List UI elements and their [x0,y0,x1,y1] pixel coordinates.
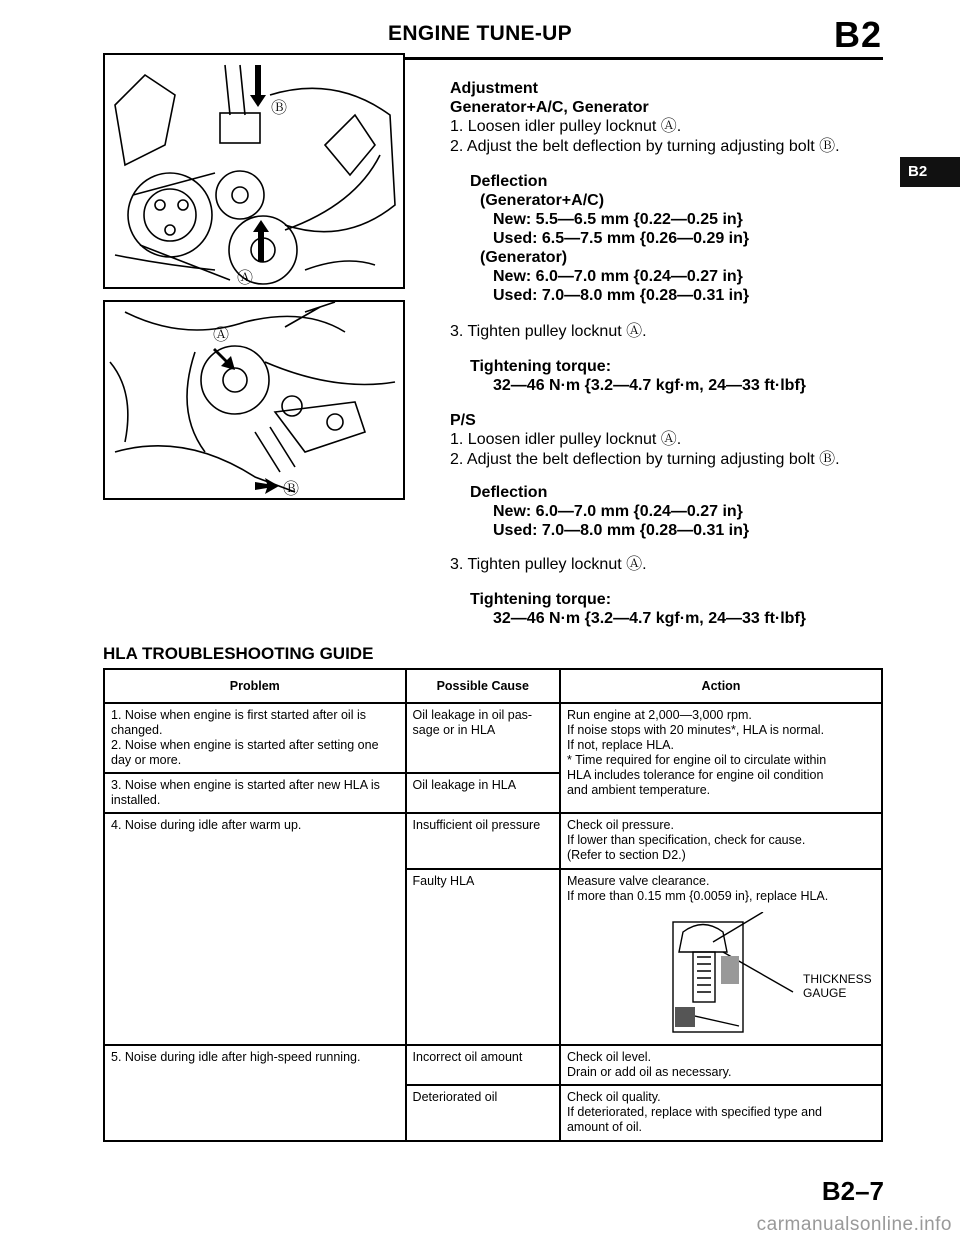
generator-belt-illustration [105,55,403,287]
ps-torque-value: 32—46 N·m {3.2—4.7 kgf·m, 24—33 ft·lbf} [493,610,806,627]
section-side-tab[interactable]: B2 [900,157,960,187]
page-header-title: ENGINE TUNE-UP [388,22,572,45]
table-row [104,703,882,773]
ps-torque-title: Tightening torque: [470,591,612,608]
ps-deflection-title: Deflection [470,484,548,501]
label-locknut-a: Ⓐ [237,268,254,287]
ps-used: Used: 7.0—8.0 mm {0.28—0.31 in} [493,522,750,539]
problem-cell: 1. Noise when engine is first started after oil is changed. 2. Noise when engine is started after setting one day or more. [104,703,406,773]
thickness-gauge-label: THICKNESS GAUGE [802,972,872,1000]
ps-new: New: 6.0—7.0 mm {0.24—0.27 in} [493,503,743,520]
gen-label: (Generator) [480,249,568,266]
action-cell: Check oil level. Drain or add oil as necessary. [560,1045,882,1085]
action-cell: Run engine at 2,000—3,000 rpm. If noise stops with 20 minutes*, HLA is normal. If not, replace HLA. * Time required for engine oil to circulate within HLA includes tolerance for engine oil condition and ambient temperature. [560,703,882,813]
gen-ac-label: (Generator+A/C) [480,192,605,209]
problem-cell: 4. Noise during idle after warm up. [104,813,406,1045]
cause-cell: Oil leakage in oil pas- sage or in HLA [406,703,560,773]
column-header-problem: Problem [104,669,406,703]
gen-new: New: 6.0—7.0 mm {0.24—0.27 in} [493,268,743,285]
ps-step-1: 1. Loosen idler pulley locknut Ⓐ. [450,431,682,448]
table-header-row [104,669,882,703]
gen-ac-used: Used: 6.5—7.5 mm {0.26—0.29 in} [493,230,750,247]
ps-step-3: 3. Tighten pulley locknut Ⓐ. [450,556,647,573]
deflection-title: Deflection [470,173,548,190]
adjustment-step-2: 2. Adjust the belt deflection by turning adjusting bolt Ⓑ. [450,138,840,155]
label-bolt-b: Ⓑ [271,98,288,117]
table-row [104,1045,882,1085]
hla-troubleshooting-table [103,668,883,1142]
page-number: B2–7 [821,1176,884,1206]
cause-cell: Insufficient oil pressure [406,813,560,869]
cause-cell: Oil leakage in HLA [406,773,560,813]
adjustment-step-3: 3. Tighten pulley locknut Ⓐ. [450,323,647,340]
cause-cell: Incorrect oil amount [406,1045,560,1085]
figure-generator-belt [103,53,405,289]
watermark-text: carmanualsonline.info [756,1214,952,1235]
figure-ps-belt [103,300,405,500]
cause-cell: Deteriorated oil [406,1085,560,1141]
action-cell: Check oil pressure. If lower than specification, check for cause. (Refer to section D2.) [560,813,882,869]
ps-step-2: 2. Adjust the belt deflection by turning adjusting bolt Ⓑ. [450,451,840,468]
action-cell [560,869,882,1045]
thickness-gauge-figure [663,912,875,1040]
gen-used: Used: 7.0—8.0 mm {0.28—0.31 in} [493,287,750,304]
column-header-cause: Possible Cause [406,669,560,703]
torque-title: Tightening torque: [470,358,612,375]
label-bolt-b-ps: Ⓑ [283,479,300,498]
ps-heading: P/S [450,412,476,429]
hla-guide-title: HLA TROUBLESHOOTING GUIDE [103,644,374,663]
column-header-action: Action [560,669,882,703]
torque-value: 32—46 N·m {3.2—4.7 kgf·m, 24—33 ft·lbf} [493,377,806,394]
action-cell: Check oil quality. If deteriorated, replace with specified type and amount of oil. [560,1085,882,1141]
problem-cell: 3. Noise when engine is started after new HLA is installed. [104,773,406,813]
section-code: B2 [833,14,882,55]
label-locknut-a-ps: Ⓐ [213,325,230,344]
ps-belt-illustration [105,302,403,498]
adjustment-subheading: Generator+A/C, Generator [450,99,649,116]
table-row [104,813,882,869]
cause-cell: Faulty HLA [406,869,560,1045]
problem-cell: 5. Noise during idle after high-speed running. [104,1045,406,1141]
adjustment-step-1: 1. Loosen idler pulley locknut Ⓐ. [450,118,682,135]
adjustment-heading: Adjustment [450,80,538,97]
action-text: Measure valve clearance. If more than 0.15 mm {0.0059 in}, replace HLA. [566,874,829,903]
gen-ac-new: New: 5.5—6.5 mm {0.22—0.25 in} [493,211,743,228]
